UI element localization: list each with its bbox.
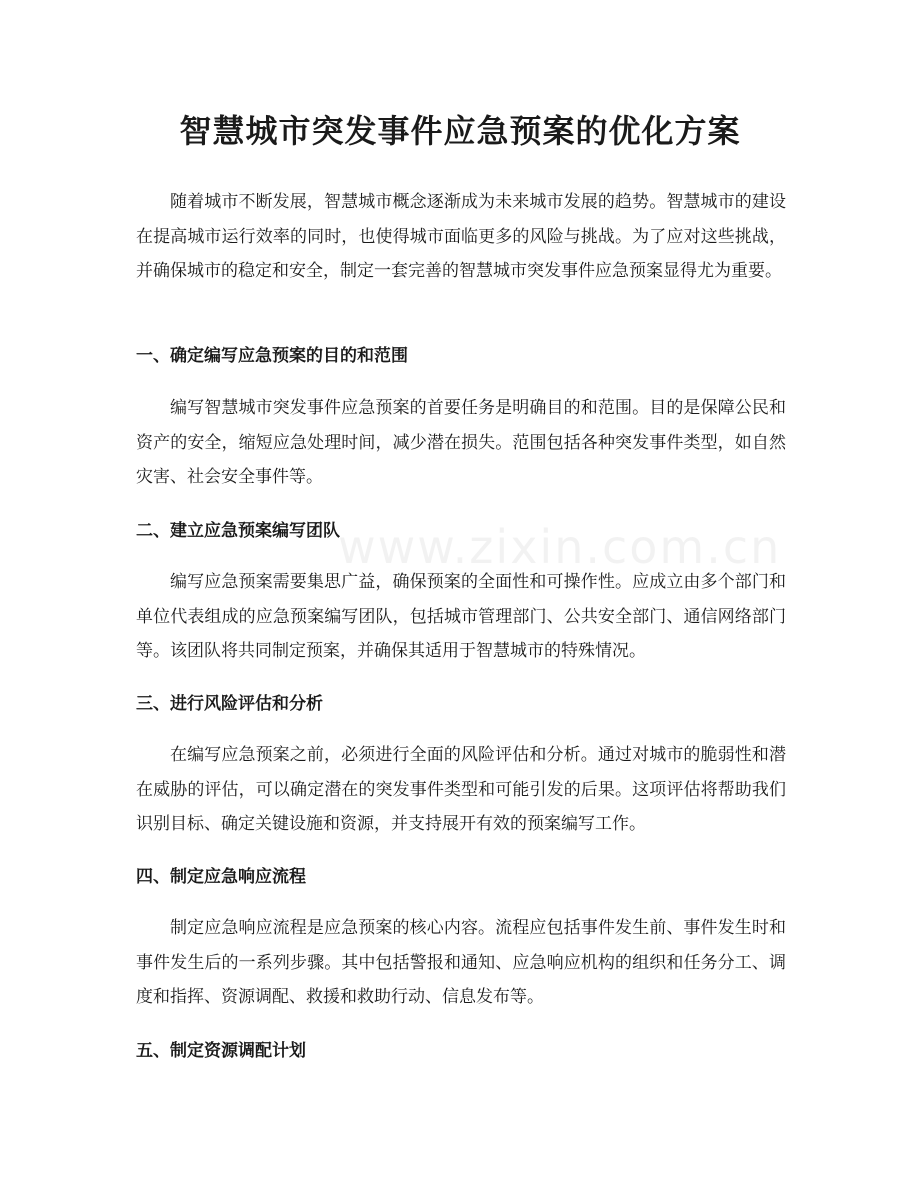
- watermark: www.zixin.com.cn: [338, 520, 782, 574]
- intro-paragraph: 随着城市不断发展，智慧城市概念逐渐成为未来城市发展的趋势。智慧城市的建设在提高城市运行效率的同时，也使得城市面临更多的风险与挑战。为了应对这些挑战，并确保城市的稳定和安全，制定一套完善的智慧城市突发事件应急预案显得尤为重要。: [136, 192, 786, 281]
- section-2-body: 编写应急预案需要集思广益，确保预案的全面性和可操作性。应成立由多个部门和单位代表组成的应急预案编写团队，包括城市管理部门、公共安全部门、通信网络部门等。该团队将共同制定预案，并确保其适用于智慧城市的特殊情况。: [136, 572, 786, 661]
- section-3-heading: 三、进行风险评估和分析: [136, 694, 323, 714]
- section-3-body: 在编写应急预案之前，必须进行全面的风险评估和分析。通过对城市的脆弱性和潜在威胁的评估，可以确定潜在的突发事件类型和可能引发的后果。这项评估将帮助我们识别目标、确定关键设施和资源，并支持展开有效的预案编写工作。: [136, 745, 786, 834]
- section-4-body: 制定应急响应流程是应急预案的核心内容。流程应包括事件发生前、事件发生时和事件发生后的一系列步骤。其中包括警报和通知、应急响应机构的组织和任务分工、调度和指挥、资源调配、救援和救助行动、信息发布等。: [136, 918, 786, 1007]
- section-4-heading: 四、制定应急响应流程: [136, 867, 306, 887]
- section-2-heading: 二、建立应急预案编写团队: [136, 521, 340, 541]
- section-1-heading: 一、确定编写应急预案的目的和范围: [136, 346, 408, 366]
- document-title: 智慧城市突发事件应急预案的优化方案: [179, 112, 741, 150]
- section-5-heading: 五、制定资源调配计划: [136, 1041, 306, 1061]
- section-1-body: 编写智慧城市突发事件应急预案的首要任务是明确目的和范围。目的是保障公民和资产的安全，缩短应急处理时间，减少潜在损失。范围包括各种突发事件类型，如自然灾害、社会安全事件等。: [136, 398, 786, 487]
